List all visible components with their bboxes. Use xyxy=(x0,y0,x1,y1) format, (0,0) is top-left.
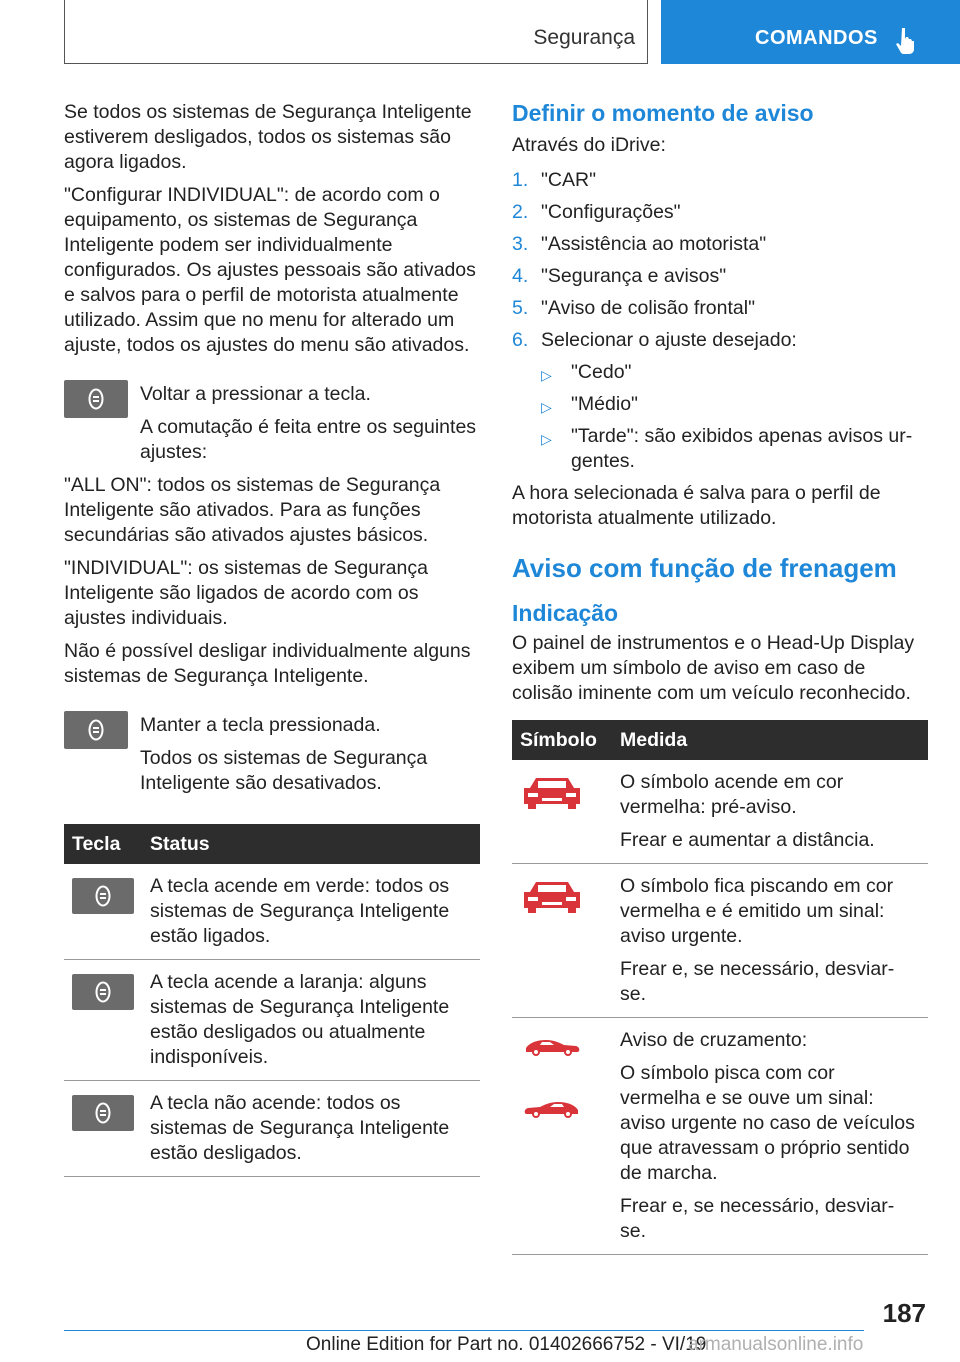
press-again-block xyxy=(64,380,480,465)
table-row xyxy=(512,760,928,864)
safety-button-icon xyxy=(64,711,128,749)
heading-indication: Indicação xyxy=(512,600,619,626)
step-text: "Configurações" xyxy=(541,201,681,223)
table-row xyxy=(64,1081,480,1177)
safety-button-icon xyxy=(72,878,134,914)
table-header-status: Status xyxy=(142,824,480,864)
triangle-bullet-icon: ▷ xyxy=(541,431,552,447)
option-text: "Tarde": são exibidos apenas avisos urgentes. xyxy=(571,425,913,472)
safety-button-icon xyxy=(72,974,134,1010)
option-text: "Médio" xyxy=(571,393,638,415)
hold-block xyxy=(64,711,480,796)
watermark: armanualsonline.info xyxy=(688,1334,864,1355)
table-row xyxy=(512,1018,928,1255)
status-text: A tecla acende a laranja: alguns sistemas de Segurança Inteligente estão desligados ou atualmente indisponíveis. xyxy=(150,971,450,1068)
intro-paragraph-2: "Configurar INDIVIDUAL": de acordo com o equipamento, os sistemas de Segurança Inteligente podem ser individualmente configurados. Os ajustes pessoais são ativados e salvos para o perfil de motorista atualmente utilizado. Assim que no menu for alterado um ajuste, todos os ajustes do menu são ativados. xyxy=(64,184,476,356)
toggle-text-content: A comutação é feita entre os seguintes ajustes: xyxy=(140,416,477,463)
step-text: Selecionar o ajuste desejado: xyxy=(541,329,797,351)
status-text: A tecla não acende: todos os sistemas de Segurança Inteligente estão desligados. xyxy=(150,1092,450,1164)
not-possible-paragraph: Não é possível desligar individualmente alguns sistemas de Segurança Inteligente. xyxy=(64,640,471,687)
safety-button-icon xyxy=(64,380,128,418)
all-on-paragraph: "ALL ON": todos os sistemas de Segurança Inteligente são ativados. Para as funções secundárias são ativados ajustes básicos. xyxy=(64,474,441,546)
table-header-action: Medida xyxy=(612,720,928,760)
saved-text: A hora selecionada é salva para o perfil de motorista atualmente utilizado. xyxy=(512,482,881,529)
right-column xyxy=(512,100,928,1255)
hold-result-text: Todos os sistemas de Segurança Inteligente são desativados. xyxy=(140,747,428,794)
page-number: 187 xyxy=(882,1298,926,1328)
heading-braking-warning: Aviso com função de frenagem xyxy=(512,553,897,583)
press-again-text: Voltar a pressionar a tecla. xyxy=(140,383,371,405)
table-row xyxy=(512,864,928,1018)
step-number: 3. xyxy=(512,233,529,255)
action-text: Aviso de cruzamento: xyxy=(620,1029,808,1051)
safety-button-icon xyxy=(72,1095,134,1131)
indication-text: O painel de instrumentos e o Head-Up Display exibem um símbolo de aviso em caso de colisão iminente com um veículo reconhecido. xyxy=(512,632,915,704)
step-number: 5. xyxy=(512,297,529,319)
step-number: 2. xyxy=(512,201,529,223)
action-text: Frear e, se necessário, desviar-se. xyxy=(620,958,895,1005)
crossing-car-icon xyxy=(520,1098,584,1118)
action-text: Frear e aumentar a distância. xyxy=(620,829,875,851)
via-idrive-text: Através do iDrive: xyxy=(512,134,666,156)
car-collision-warning-icon xyxy=(520,878,584,914)
table-row xyxy=(64,864,480,960)
step-text: "Segurança e avisos" xyxy=(541,265,727,287)
step-text: "Assistência ao motorista" xyxy=(541,233,767,255)
toggle-text xyxy=(64,415,480,465)
step-text: "CAR" xyxy=(541,169,597,191)
options-list xyxy=(541,360,928,474)
symbol-action-table xyxy=(512,720,928,1255)
table-header-key: Tecla xyxy=(64,824,142,864)
list-item xyxy=(512,296,928,321)
list-item xyxy=(541,360,928,385)
car-collision-warning-icon xyxy=(520,774,584,810)
option-text: "Cedo" xyxy=(571,361,632,383)
header-chapter-box xyxy=(661,0,960,64)
footer-divider xyxy=(64,1330,864,1331)
table-header-symbol: Símbolo xyxy=(512,720,612,760)
list-item xyxy=(512,200,928,225)
action-text: O símbolo acende em cor vermelha: pré-aviso. xyxy=(620,771,844,818)
hold-text: Manter a tecla pressionada. xyxy=(140,714,381,736)
action-text: Frear e, se necessário, desviar-se. xyxy=(620,1195,895,1242)
header-section-box xyxy=(64,0,648,64)
individual-paragraph: "INDIVIDUAL": os sistemas de Segurança Inteligente são ligados de acordo com os ajustes individuais. xyxy=(64,557,428,629)
footer-edition: Online Edition for Part no. 01402666752 - VI/19 xyxy=(306,1334,707,1355)
crossing-car-icon xyxy=(520,1036,584,1056)
steps-list xyxy=(512,168,928,474)
header-section-title: Segurança xyxy=(533,26,635,49)
left-column xyxy=(64,100,480,1177)
step-number: 6. xyxy=(512,329,529,351)
header-chapter-title: COMANDOS xyxy=(755,27,878,49)
list-item xyxy=(541,392,928,417)
triangle-bullet-icon: ▷ xyxy=(541,367,552,383)
step-text: "Aviso de colisão frontal" xyxy=(541,297,756,319)
list-item xyxy=(512,232,928,257)
list-item xyxy=(512,264,928,289)
action-text: O símbolo fica piscando em cor vermelha e é emitido um sinal: aviso urgente. xyxy=(620,875,894,947)
step-number: 4. xyxy=(512,265,529,287)
intro-paragraph-1: Se todos os sistemas de Segurança Inteligente estiverem desligados, todos os sistemas são agora ligados. xyxy=(64,101,472,173)
hand-pointer-icon xyxy=(895,26,919,54)
triangle-bullet-icon: ▷ xyxy=(541,399,552,415)
list-item xyxy=(512,328,928,474)
list-item xyxy=(512,168,928,193)
heading-warning-time: Definir o momento de aviso xyxy=(512,100,814,126)
status-text: A tecla acende em verde: todos os sistemas de Segurança Inteligente estão ligados. xyxy=(150,875,450,947)
table-row xyxy=(64,960,480,1081)
step-number: 1. xyxy=(512,169,529,191)
list-item xyxy=(541,424,928,474)
key-status-table xyxy=(64,824,480,1177)
action-text: O símbolo pisca com cor vermelha e se ouve um sinal: aviso urgente no caso de veículos que atravessam o próprio sentido de marcha. xyxy=(620,1062,915,1184)
